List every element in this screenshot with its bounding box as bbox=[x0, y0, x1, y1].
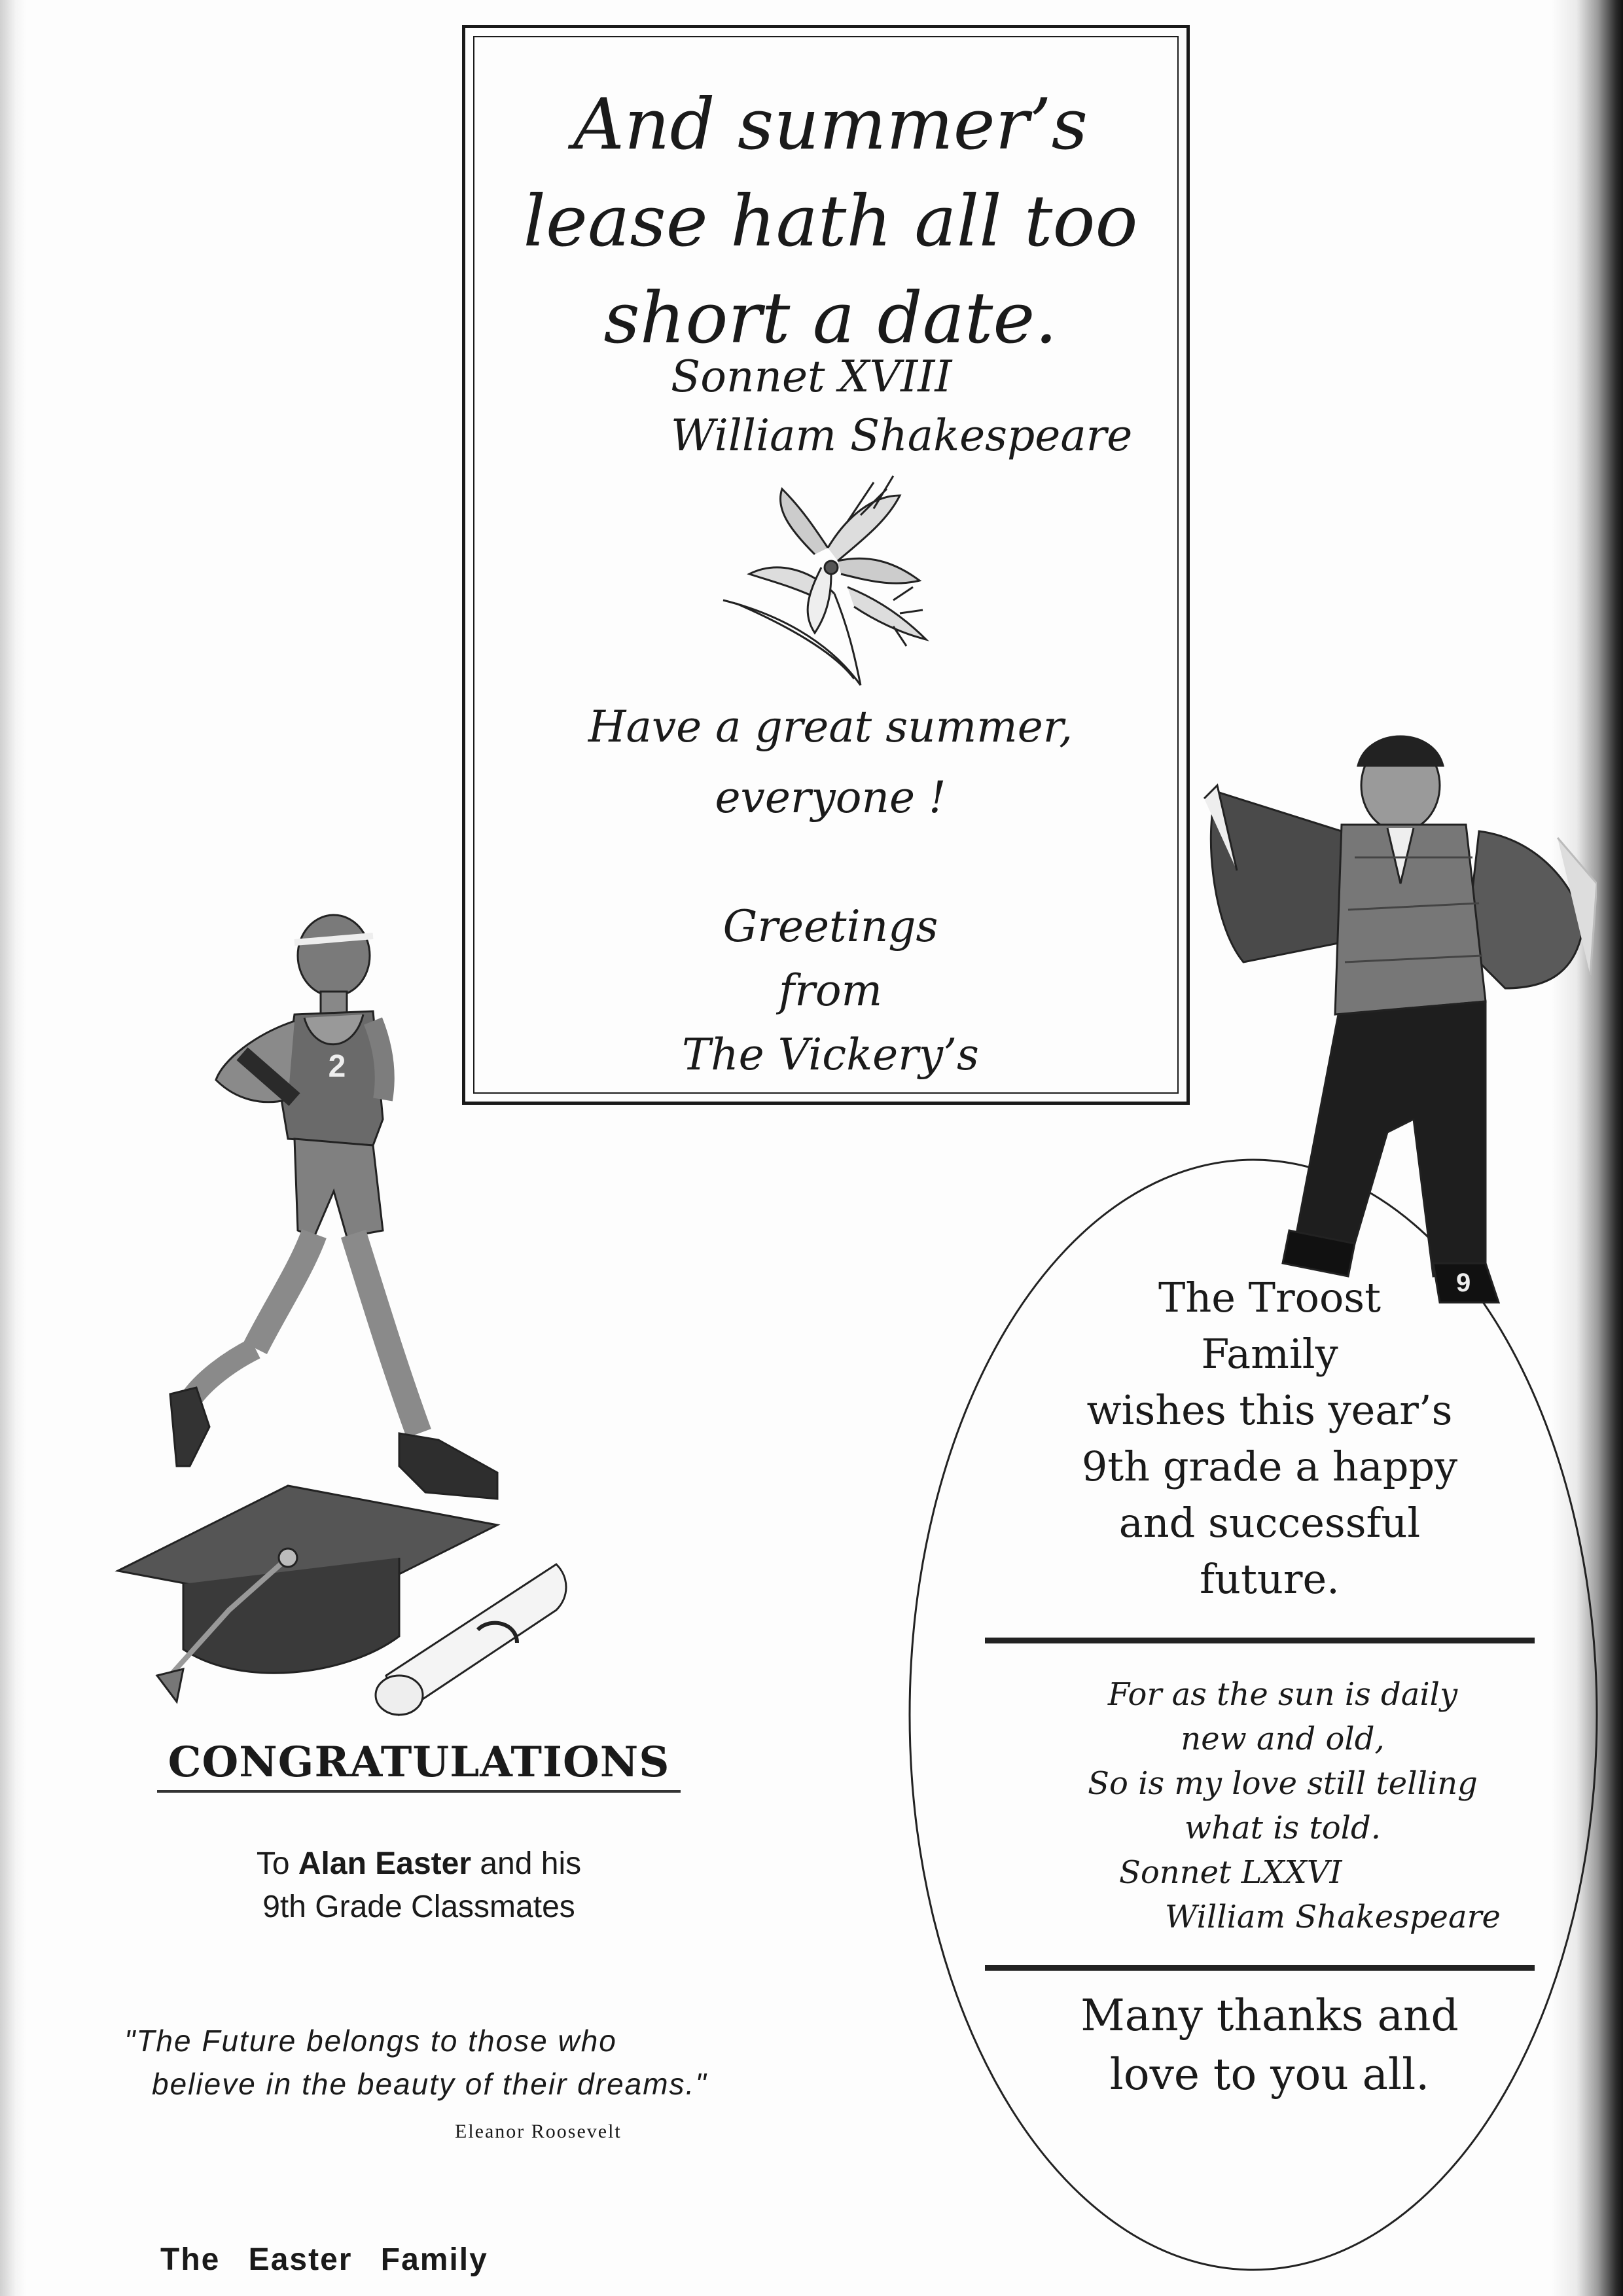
congratulations-heading: CONGRATULATIONS bbox=[168, 1738, 670, 1787]
greeting-line: Greetings bbox=[722, 901, 938, 952]
message-line: The Troost bbox=[1158, 1274, 1382, 1321]
thanks-line: love to you all. bbox=[1109, 2049, 1430, 2100]
greeting-line: The Vickery’s bbox=[682, 1030, 979, 1080]
divider-rule bbox=[985, 1965, 1535, 1971]
lily-flower-illustration bbox=[697, 469, 959, 705]
sonnet-line: For as the sun is daily bbox=[1107, 1676, 1458, 1713]
jersey-number: 2 bbox=[328, 1049, 346, 1084]
shirt-number: 9 bbox=[1456, 1268, 1471, 1297]
dedication-suffix: and his bbox=[471, 1846, 582, 1881]
graduation-cap-diploma-icon bbox=[111, 1479, 582, 1728]
dedication-line-2: 9th Grade Classmates bbox=[262, 1890, 575, 1924]
troost-message bbox=[1021, 1270, 1518, 1607]
honoree-name: Alan Easter bbox=[298, 1846, 472, 1881]
summer-wish bbox=[474, 692, 1186, 833]
troost-thanks bbox=[1021, 1986, 1518, 2104]
message-line: 9th grade a happy bbox=[1081, 1443, 1458, 1490]
heading-underline bbox=[157, 1790, 681, 1793]
greeting-line: from bbox=[778, 965, 883, 1016]
dedication-prefix: To bbox=[256, 1846, 298, 1881]
shakespeare-quote bbox=[474, 77, 1186, 367]
dedication bbox=[157, 1842, 681, 1929]
wish-line: Have a great summer, bbox=[588, 702, 1073, 752]
sonnet-citation-author: William Shakespeare bbox=[1165, 1899, 1501, 1935]
boy-with-jacket-photo bbox=[1191, 726, 1597, 1316]
sonnet-lxxvi-quote bbox=[1021, 1672, 1544, 1939]
divider-rule bbox=[985, 1638, 1535, 1643]
quote-line: short a date. bbox=[603, 278, 1058, 359]
thanks-line: Many thanks and bbox=[1080, 1990, 1459, 2041]
message-line: future. bbox=[1200, 1555, 1340, 1603]
quote-line: believe in the beauty of their dreams." bbox=[152, 2067, 707, 2101]
quote-citation-author: William Shakespeare bbox=[671, 410, 1133, 461]
quote-citation-work: Sonnet XVIII bbox=[671, 351, 952, 402]
sonnet-line: new and old, bbox=[1181, 1721, 1385, 1757]
running-player-photo bbox=[157, 903, 563, 1545]
quote-line: "The Future belongs to those who bbox=[124, 2024, 617, 2058]
easter-family-signature: The Easter Family bbox=[160, 2242, 488, 2277]
sonnet-citation-work: Sonnet LXXVI bbox=[1119, 1854, 1342, 1891]
sonnet-line: what is told. bbox=[1185, 1810, 1381, 1846]
quote-line: lease hath all too bbox=[523, 181, 1138, 262]
quote-line: And summer’s bbox=[573, 84, 1088, 166]
dedication-line-1 bbox=[157, 1842, 681, 1886]
wish-line: everyone ! bbox=[715, 772, 946, 823]
roosevelt-quote bbox=[124, 2019, 779, 2106]
message-line: Family bbox=[1201, 1330, 1338, 1378]
message-line: and successful bbox=[1118, 1499, 1421, 1547]
quote-author: Eleanor Roosevelt bbox=[455, 2121, 622, 2142]
vickery-greeting bbox=[474, 895, 1186, 1087]
vickery-ad-box bbox=[462, 25, 1190, 1105]
page-edge-left bbox=[0, 0, 26, 2296]
vickery-ad-inner-border bbox=[473, 36, 1179, 1094]
message-line: wishes this year’s bbox=[1086, 1386, 1453, 1434]
sonnet-line: So is my love still telling bbox=[1088, 1765, 1478, 1802]
